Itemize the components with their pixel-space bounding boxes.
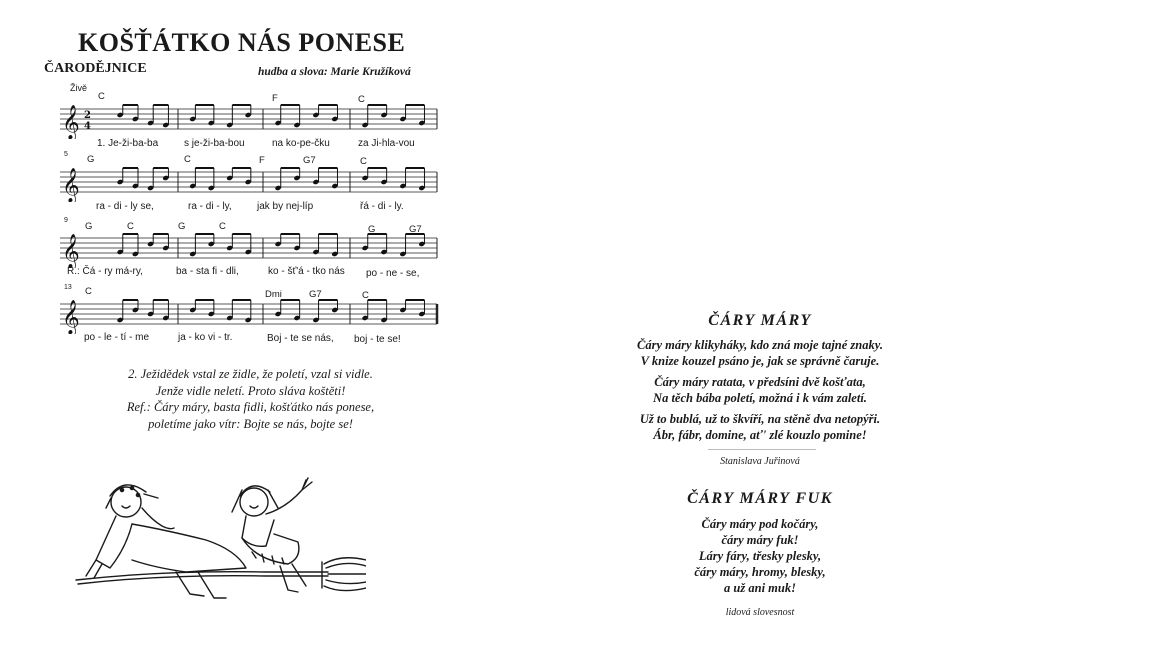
chord: G xyxy=(368,224,376,235)
lyric: boj - te se! xyxy=(354,334,401,345)
poem-line: Už to bublá, už to škvíří, na stěně dva netopýři. xyxy=(639,412,881,426)
music-staff-3 xyxy=(60,232,440,268)
lyric: po - ne - se, xyxy=(366,268,420,279)
lyric: ra - di - ly se, xyxy=(96,201,154,212)
lyric: ra - di - ly, xyxy=(188,201,232,212)
poem1-body xyxy=(609,337,911,448)
lyric: Boj - te se nás, xyxy=(267,333,334,344)
verse-line: Jenže vidle neletí. Proto sláva koštěti! xyxy=(155,383,346,398)
song-subtitle: ČARODĚJNICE xyxy=(44,61,147,76)
poem-line: Ábr, fábr, domine, ať' zlé kouzlo pomine! xyxy=(653,428,867,442)
poem-line: Čáry máry ratata, v předsíni dvě košťata, xyxy=(654,375,866,389)
verse-2 xyxy=(108,366,393,432)
poem-line: Čáry máry pod kočáry, xyxy=(701,517,819,531)
treble-clef: 𝄞 xyxy=(62,300,80,334)
lyric: R.: Čá - ry má-ry, xyxy=(67,266,143,277)
lyric: s je-ži-ba-bou xyxy=(184,138,245,149)
lyric: ba - sta fi - dli, xyxy=(176,266,239,277)
chord: Dmi xyxy=(265,289,282,300)
chord: G7 xyxy=(309,289,322,300)
music-staff-1 xyxy=(60,103,440,139)
time-signature: 2 xyxy=(84,110,91,121)
verse-line: poletíme jako vítr: Bojte se nás, bojte se! xyxy=(148,416,353,431)
chord: G7 xyxy=(409,224,422,235)
measure-number: 9 xyxy=(64,217,68,224)
lyric: jak by nej-líp xyxy=(257,201,314,212)
poem-line: a už ani muk! xyxy=(724,581,796,595)
lyric: řá - di - ly. xyxy=(360,201,404,212)
chord: G xyxy=(178,221,186,232)
lyric: 1. Je-ži-ba-ba xyxy=(97,138,159,149)
poem1-title: ČÁRY MÁRY xyxy=(708,312,812,329)
poem2-body xyxy=(609,516,911,596)
verse-line: Ref.: Čáry máry, basta fidli, košťátko nás ponese, xyxy=(126,400,375,414)
song-title: KOŠŤÁTKO NÁS PONESE xyxy=(78,28,406,57)
chord: C xyxy=(362,290,369,301)
chord: C xyxy=(358,94,365,105)
chord: C xyxy=(85,286,92,297)
measure-number: 13 xyxy=(64,284,72,291)
lyric: ko - šť'á - tko nás xyxy=(268,266,345,277)
chord: C xyxy=(98,91,105,102)
chord: F xyxy=(272,93,278,104)
treble-clef: 𝄞 xyxy=(62,168,80,202)
poem-line: čáry máry, hromy, blesky, xyxy=(694,565,826,579)
lyric: ja - ko vi - tr. xyxy=(178,332,233,343)
poem-line: Na těch bába poletí, možná i k vám zaletí. xyxy=(653,391,867,405)
chord: C xyxy=(127,221,134,232)
stanza xyxy=(609,411,911,443)
poem-line: Láry fáry, třesky plesky, xyxy=(698,549,822,563)
treble-clef: 𝄞 xyxy=(62,234,80,268)
treble-clef: 𝄞 xyxy=(62,105,80,139)
poem2-author: lidová slovesnost xyxy=(725,607,795,618)
music-staff-4 xyxy=(60,298,440,334)
poem-line: V knize kouzel psáno je, jak se správně čaruje. xyxy=(640,354,880,368)
tempo-marking: Živě xyxy=(70,83,88,93)
chord: C xyxy=(219,221,226,232)
chord: C xyxy=(360,156,367,167)
lyric: na ko-pe-čku xyxy=(272,138,330,149)
poem1-author: Stanislava Juřinová xyxy=(720,456,800,467)
music-staff-2 xyxy=(60,166,440,202)
time-signature: 4 xyxy=(84,121,91,132)
witches-on-broom-illustration xyxy=(66,468,366,618)
poem-line: čáry máry fuk! xyxy=(721,533,799,547)
stanza xyxy=(609,337,911,369)
poem2-title: ČÁRY MÁRY FUK xyxy=(687,490,833,507)
chord: C xyxy=(184,154,191,165)
chord: G xyxy=(85,221,93,232)
poem-line: Čáry máry klikyháky, kdo zná moje tajné znaky. xyxy=(637,338,883,352)
chord: G7 xyxy=(303,155,316,166)
stanza xyxy=(609,374,911,406)
chord: F xyxy=(259,155,265,166)
measure-number: 5 xyxy=(64,151,68,158)
lyric: za Ji-hla-vou xyxy=(358,138,415,149)
chord: G xyxy=(87,154,95,165)
divider xyxy=(708,449,816,450)
verse-line: 2. Ježidědek vstal ze židle, že poletí, vzal si vidle. xyxy=(128,367,373,381)
lyric: po - le - tí - me xyxy=(84,332,150,343)
song-authors: hudba a slova: Marie Kružíková xyxy=(258,66,411,78)
